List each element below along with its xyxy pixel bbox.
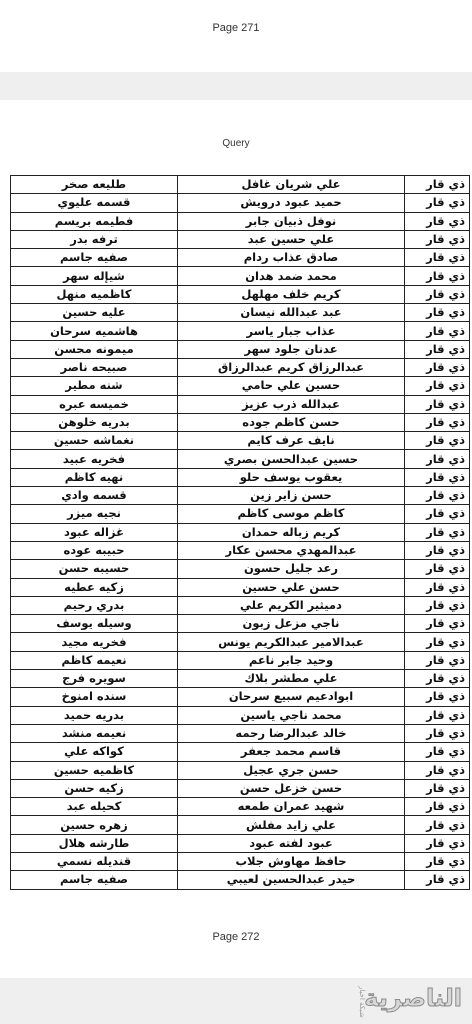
name-cell: محمد ناجي ياسين xyxy=(178,706,405,724)
mother-name-cell: كواكه علي xyxy=(11,743,178,761)
governorate-cell: ذي قار xyxy=(405,688,470,706)
name-cell: علي زايد مفلش xyxy=(178,816,405,834)
governorate-cell: ذي قار xyxy=(405,670,470,688)
governorate-cell: ذي قار xyxy=(405,724,470,742)
table-row xyxy=(11,322,470,340)
name-cell: عبد عبدالله نيسان xyxy=(178,304,405,322)
names-table xyxy=(10,175,470,890)
mother-name-cell: قسمه وادي xyxy=(11,487,178,505)
mother-name-cell: طارشه هلال xyxy=(11,834,178,852)
name-cell: عدنان جلود سهر xyxy=(178,340,405,358)
mother-name-cell: شنه مطير xyxy=(11,377,178,395)
governorate-cell: ذي قار xyxy=(405,852,470,870)
name-cell: خالد عبدالرضا رحمه xyxy=(178,724,405,742)
mother-name-cell: فخريه مجيد xyxy=(11,633,178,651)
governorate-cell: ذي قار xyxy=(405,395,470,413)
name-cell: قاسم محمد جعفر xyxy=(178,743,405,761)
mother-name-cell: زهره حسين xyxy=(11,816,178,834)
table-row xyxy=(11,432,470,450)
governorate-cell: ذي قار xyxy=(405,413,470,431)
table-row xyxy=(11,688,470,706)
table-row xyxy=(11,304,470,322)
governorate-cell: ذي قار xyxy=(405,615,470,633)
table-row xyxy=(11,450,470,468)
mother-name-cell: قسمه عليوي xyxy=(11,194,178,212)
governorate-cell: ذي قار xyxy=(405,450,470,468)
governorate-cell: ذي قار xyxy=(405,596,470,614)
page-number-bottom: Page 272 xyxy=(212,931,260,943)
mother-name-cell: غزاله عبود xyxy=(11,523,178,541)
table-row xyxy=(11,779,470,797)
mother-name-cell: عليه حسين xyxy=(11,304,178,322)
table-row xyxy=(11,212,470,230)
governorate-cell: ذي قار xyxy=(405,377,470,395)
mother-name-cell: طليعه صخر xyxy=(11,176,178,194)
page-separator xyxy=(0,72,472,100)
table-row xyxy=(11,267,470,285)
table-row xyxy=(11,633,470,651)
table-row xyxy=(11,706,470,724)
name-cell: حميد عبود درويش xyxy=(178,194,405,212)
governorate-cell: ذي قار xyxy=(405,285,470,303)
mother-name-cell: حبيبه عوده xyxy=(11,541,178,559)
governorate-cell: ذي قار xyxy=(405,779,470,797)
table-row xyxy=(11,651,470,669)
mother-name-cell: فطيمه بريسم xyxy=(11,212,178,230)
name-cell: حسن جري عجيل xyxy=(178,761,405,779)
governorate-cell: ذي قار xyxy=(405,871,470,889)
mother-name-cell: زكيه عطيه xyxy=(11,578,178,596)
table-row xyxy=(11,413,470,431)
table-row xyxy=(11,761,470,779)
mother-name-cell: سويره فرج xyxy=(11,670,178,688)
governorate-cell: ذي قار xyxy=(405,176,470,194)
governorate-cell: ذي قار xyxy=(405,487,470,505)
table-row xyxy=(11,541,470,559)
name-cell: حسن زاير زين xyxy=(178,487,405,505)
watermark-small-text: شبكة اخبار xyxy=(358,986,366,1018)
governorate-cell: ذي قار xyxy=(405,358,470,376)
name-cell: حسين علي حامي xyxy=(178,377,405,395)
mother-name-cell: نغماشه حسين xyxy=(11,432,178,450)
name-cell: كريم زباله حمدان xyxy=(178,523,405,541)
name-cell: عبدالامير عبدالكريم يونس xyxy=(178,633,405,651)
governorate-cell: ذي قار xyxy=(405,633,470,651)
table-row xyxy=(11,670,470,688)
table-row xyxy=(11,798,470,816)
table-row xyxy=(11,578,470,596)
mother-name-cell: بدري رحيم xyxy=(11,596,178,614)
governorate-cell: ذي قار xyxy=(405,541,470,559)
mother-name-cell: فخريه عبيد xyxy=(11,450,178,468)
table-row xyxy=(11,358,470,376)
mother-name-cell: كحيله عبد xyxy=(11,798,178,816)
name-cell: صادق عذاب ردام xyxy=(178,249,405,267)
name-cell: دميثير الكريم علي xyxy=(178,596,405,614)
table-row xyxy=(11,230,470,248)
governorate-cell: ذي قار xyxy=(405,322,470,340)
table-row xyxy=(11,560,470,578)
name-cell: حسن خزعل حسن xyxy=(178,779,405,797)
governorate-cell: ذي قار xyxy=(405,798,470,816)
governorate-cell: ذي قار xyxy=(405,560,470,578)
mother-name-cell: كاظميه حسين xyxy=(11,761,178,779)
mother-name-cell: بدريه خلوهن xyxy=(11,413,178,431)
name-cell: عبود لفته عبود xyxy=(178,834,405,852)
governorate-cell: ذي قار xyxy=(405,432,470,450)
governorate-cell: ذي قار xyxy=(405,304,470,322)
name-cell: حسين عبدالحسن بصري xyxy=(178,450,405,468)
name-cell: نوفل ذبيان جابر xyxy=(178,212,405,230)
table-row xyxy=(11,194,470,212)
mother-name-cell: زكيه حسن xyxy=(11,779,178,797)
table-row xyxy=(11,487,470,505)
table-row xyxy=(11,340,470,358)
name-cell: عبدالرزاق كريم عبدالرزاق xyxy=(178,358,405,376)
name-cell: كريم خلف مهلهل xyxy=(178,285,405,303)
name-cell: رعد جليل حسون xyxy=(178,560,405,578)
watermark-text: الناصرية xyxy=(364,984,462,1012)
governorate-cell: ذي قار xyxy=(405,743,470,761)
mother-name-cell: وسيله يوسف xyxy=(11,615,178,633)
mother-name-cell: بدريه حميد xyxy=(11,706,178,724)
table-row xyxy=(11,596,470,614)
name-cell: عبدالله ذرب عزيز xyxy=(178,395,405,413)
table-row xyxy=(11,176,470,194)
mother-name-cell: نهيه كاظم xyxy=(11,468,178,486)
table-row xyxy=(11,249,470,267)
mother-name-cell: نجيه ميزر xyxy=(11,505,178,523)
mother-name-cell: كاظميه منهل xyxy=(11,285,178,303)
name-cell: علي حسين عبد xyxy=(178,230,405,248)
mother-name-cell: صفيه جاسم xyxy=(11,249,178,267)
mother-name-cell: سنده امنوخ xyxy=(11,688,178,706)
table-row xyxy=(11,816,470,834)
mother-name-cell: ميمونه محسن xyxy=(11,340,178,358)
governorate-cell: ذي قار xyxy=(405,706,470,724)
table-row xyxy=(11,505,470,523)
name-cell: حافظ مهاوش جلاب xyxy=(178,852,405,870)
name-cell: وحيد جابر ناعم xyxy=(178,651,405,669)
mother-name-cell: صفيه جاسم xyxy=(11,871,178,889)
governorate-cell: ذي قار xyxy=(405,267,470,285)
governorate-cell: ذي قار xyxy=(405,578,470,596)
mother-name-cell: خميسه عبره xyxy=(11,395,178,413)
governorate-cell: ذي قار xyxy=(405,230,470,248)
table-row xyxy=(11,468,470,486)
governorate-cell: ذي قار xyxy=(405,651,470,669)
name-cell: عذاب جبار ياسر xyxy=(178,322,405,340)
table-row xyxy=(11,395,470,413)
name-cell: ابوادعيم سبيع سرحان xyxy=(178,688,405,706)
name-cell: محمد ضمد هدان xyxy=(178,267,405,285)
mother-name-cell: حسيبه حسن xyxy=(11,560,178,578)
name-cell: نايف عرف كايم xyxy=(178,432,405,450)
table-row xyxy=(11,377,470,395)
table-row xyxy=(11,523,470,541)
mother-name-cell: قنديله نسمي xyxy=(11,852,178,870)
governorate-cell: ذي قار xyxy=(405,249,470,267)
name-cell: يعقوب يوسف حلو xyxy=(178,468,405,486)
table-row xyxy=(11,615,470,633)
name-cell: شهيد عمران طمعه xyxy=(178,798,405,816)
governorate-cell: ذي قار xyxy=(405,212,470,230)
name-cell: علي مطشر بلاك xyxy=(178,670,405,688)
table-row xyxy=(11,743,470,761)
name-cell: ناجي مزعل زبون xyxy=(178,615,405,633)
names-table-body xyxy=(11,176,470,890)
governorate-cell: ذي قار xyxy=(405,194,470,212)
mother-name-cell: نعيمه كاظم xyxy=(11,651,178,669)
governorate-cell: ذي قار xyxy=(405,505,470,523)
governorate-cell: ذي قار xyxy=(405,523,470,541)
query-title: Query xyxy=(222,138,250,149)
governorate-cell: ذي قار xyxy=(405,468,470,486)
name-cell: حسن كاظم جوده xyxy=(178,413,405,431)
governorate-cell: ذي قار xyxy=(405,761,470,779)
name-cell: حيدر عبدالحسين لعيبي xyxy=(178,871,405,889)
table-row xyxy=(11,724,470,742)
governorate-cell: ذي قار xyxy=(405,816,470,834)
table-row xyxy=(11,852,470,870)
name-cell: علي شريان غافل xyxy=(178,176,405,194)
name-cell: كاظم موسى كاظم xyxy=(178,505,405,523)
mother-name-cell: شيإله سهر xyxy=(11,267,178,285)
mother-name-cell: ترفه بدر xyxy=(11,230,178,248)
name-cell: عبدالمهدي محسن عكار xyxy=(178,541,405,559)
table-row xyxy=(11,834,470,852)
table-row xyxy=(11,871,470,889)
mother-name-cell: هاشميه سرحان xyxy=(11,322,178,340)
watermark-logo xyxy=(332,984,462,1020)
name-cell: حسن علي حسين xyxy=(178,578,405,596)
mother-name-cell: صبيحه ناصر xyxy=(11,358,178,376)
mother-name-cell: نعيمه منشد xyxy=(11,724,178,742)
page-number-top: Page 271 xyxy=(212,22,260,34)
governorate-cell: ذي قار xyxy=(405,340,470,358)
governorate-cell: ذي قار xyxy=(405,834,470,852)
table-row xyxy=(11,285,470,303)
